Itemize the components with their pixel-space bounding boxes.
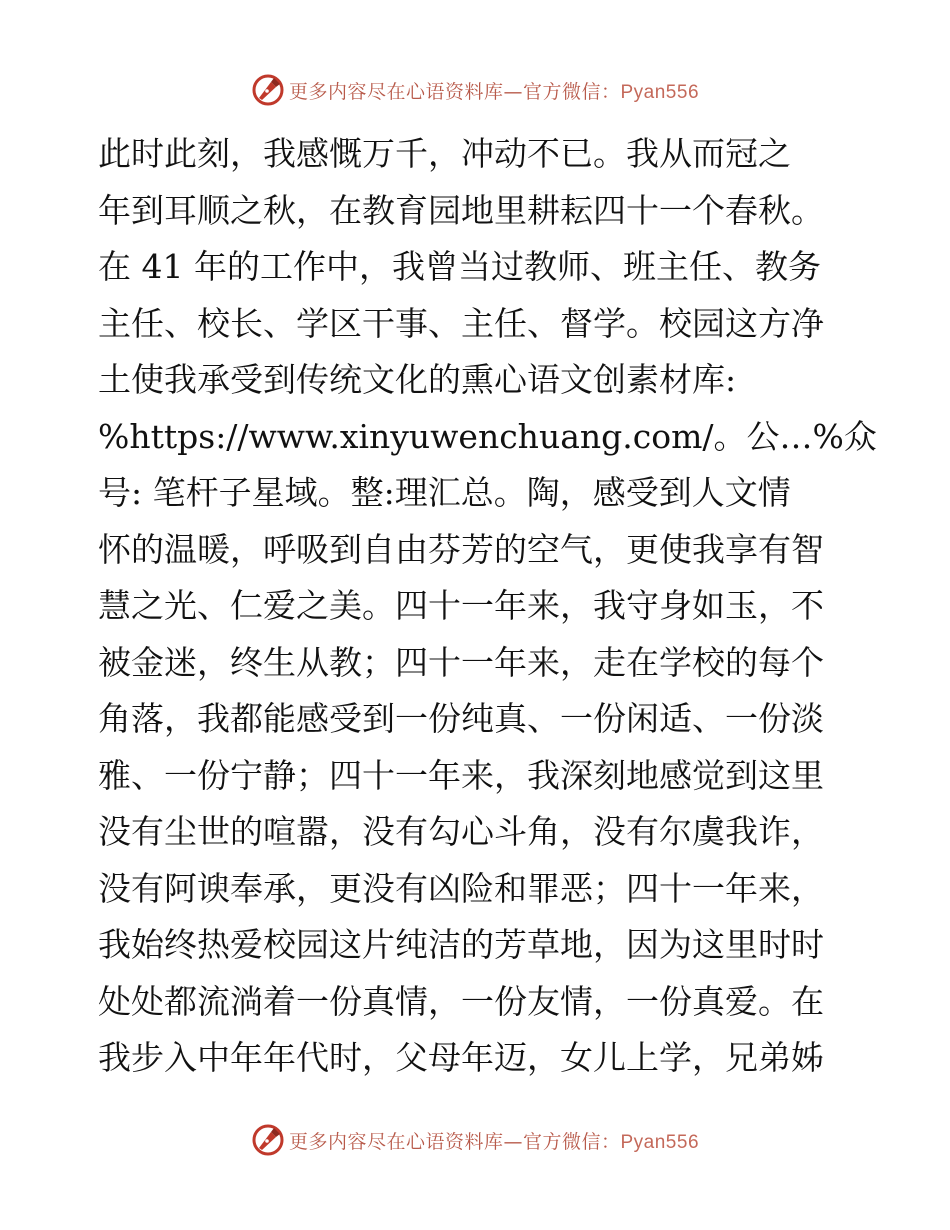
banner-main-text: 更多内容尽在心语资料库	[288, 80, 504, 103]
banner-text	[289, 77, 699, 104]
pen-nib-logo-icon	[251, 73, 285, 107]
text-line: 没有阿谀奉承，更没有凶险和罪恶；四十一年来，	[98, 868, 824, 908]
text-line: 怀的温暖，呼吸到自由芬芳的空气，更使我享有智	[98, 529, 824, 569]
footer-banner	[0, 1120, 950, 1160]
text-line: 没有尘世的喧嚣，没有勾心斗角，没有尔虞我诈，	[98, 812, 824, 851]
text-line: %https://www.xinyuwenchuang.com/。公…%众	[98, 416, 877, 456]
banner-dash: —	[503, 1130, 523, 1153]
banner-text	[289, 1127, 699, 1154]
text-line: 我始终热爱校园这片纯洁的芳草地，因为这里时时	[98, 925, 824, 964]
text-line: 被金迷，终生从教；四十一年来，走在学校的每个	[98, 642, 824, 682]
text-line: 在 41 年的工作中，我曾当过教师、班主任、教务	[98, 247, 821, 286]
text-line: 处处都流淌着一份真情，一份友情，一份真爱。在	[98, 981, 824, 1021]
text-line: 主任、校长、学区干事、主任、督学。校园这方净	[98, 303, 824, 343]
banner-wechat-id: Pyan556	[620, 1131, 700, 1153]
banner-main-text: 更多内容尽在心语资料库	[288, 1130, 504, 1153]
text-line: 角落，我都能感受到一份纯真、一份闲适、一份淡	[98, 699, 824, 738]
body-text	[98, 126, 877, 1087]
pen-nib-logo-icon	[251, 1123, 285, 1157]
text-line: 号: 笔杆子星域。整:理汇总。陶，感受到人文情	[98, 473, 791, 512]
header-banner	[0, 70, 950, 110]
banner-wechat-id: Pyan556	[620, 81, 700, 103]
banner-dash: —	[503, 80, 523, 103]
banner-wechat-label: 官方微信：	[522, 1130, 621, 1153]
text-line: 土使我承受到传统文化的熏心语文创素材库:	[98, 360, 737, 399]
text-line: 慧之光、仁爱之美。四十一年来，我守身如玉，不	[98, 586, 824, 625]
text-line: 雅、一份宁静；四十一年来，我深刻地感觉到这里	[98, 755, 824, 795]
text-line: 我步入中年年代时，父母年迈，女儿上学，兄弟姊	[98, 1038, 824, 1077]
banner-wechat-label: 官方微信：	[522, 80, 621, 103]
text-line: 年到耳顺之秋，在教育园地里耕耘四十一个春秋。	[98, 190, 824, 230]
text-line: 此时此刻，我感慨万千，冲动不已。我从而冠之	[98, 134, 791, 173]
